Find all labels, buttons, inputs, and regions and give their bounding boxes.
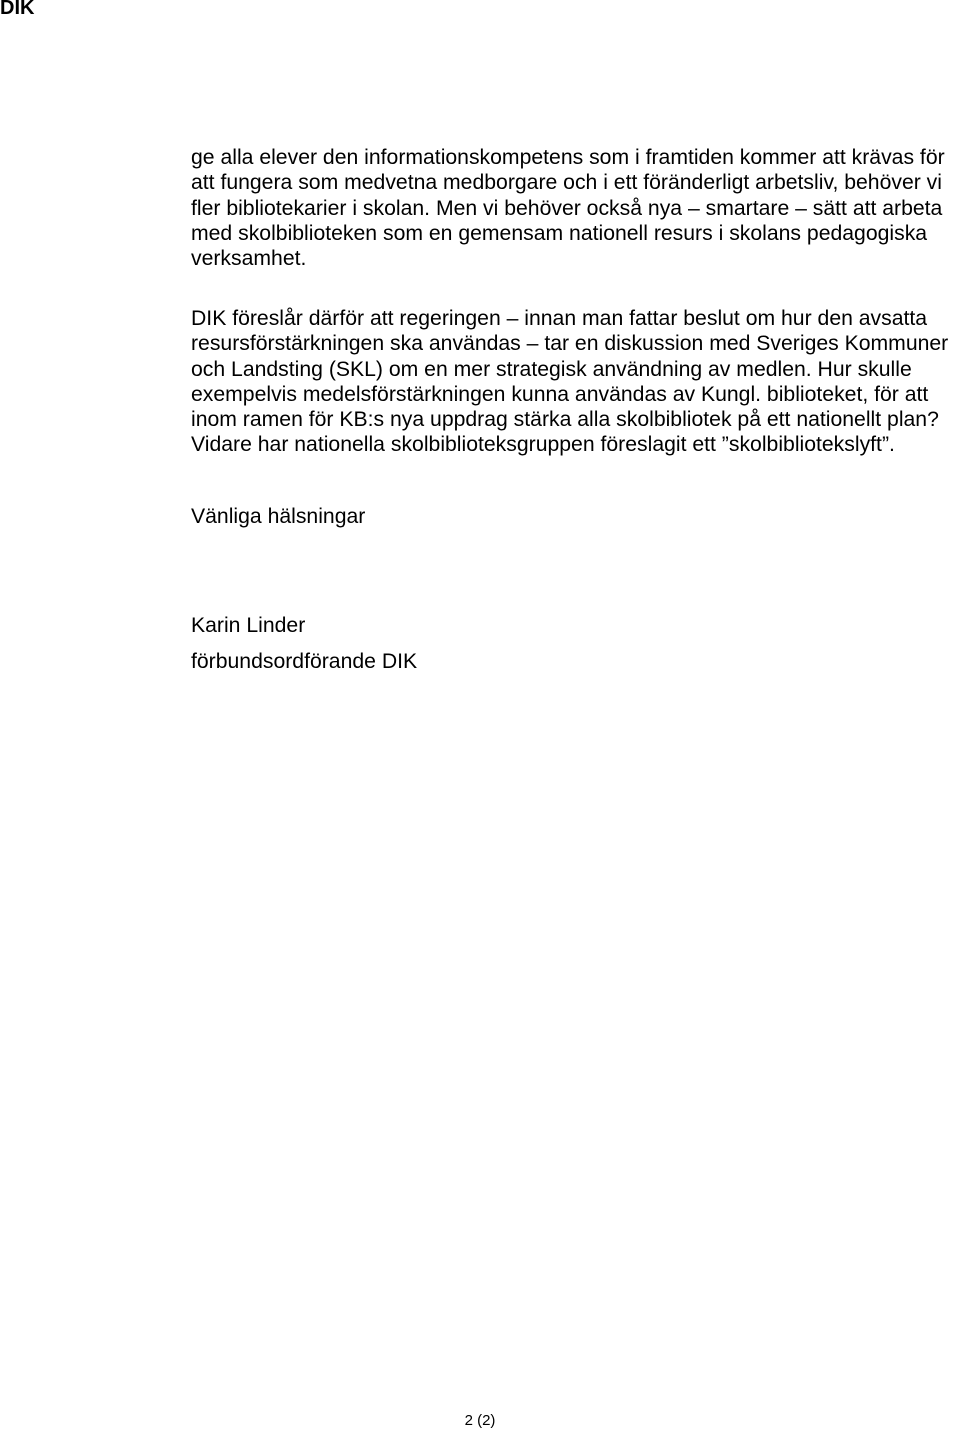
paragraph-line: ge alla elever den informationskompetens som i framtiden kommer att krävas för	[191, 146, 945, 169]
closing-greeting	[191, 504, 365, 529]
paragraph-line: exempelvis medelsförstärkningen kunna användas av Kungl. biblioteket, för att	[191, 382, 929, 406]
paragraph-line: Vidare har nationella skolbiblioteksgruppen föreslagit ett ”skolbibliotekslyft”.	[191, 433, 895, 457]
body-paragraph-1	[191, 145, 945, 271]
page-number: 2 (2)	[464, 1412, 496, 1429]
signatory-title	[191, 649, 417, 674]
signatory-name-text: Karin Linder	[191, 614, 306, 637]
paragraph-line: att fungera som medvetna medborgare och i ett föränderligt arbetsliv, behöver vi	[191, 171, 942, 195]
paragraph-line: med skolbiblioteken som en gemensam nationell resurs i skolans pedagogiska	[191, 221, 928, 245]
paragraph-line: DIK föreslår därför att regeringen – innan man fattar beslut om hur den avsatta	[191, 307, 928, 330]
signatory-title-text: förbundsordförande DIK	[191, 650, 418, 673]
paragraph-line: fler bibliotekarier i skolan. Men vi behöver också nya – smartare – sätt att arbeta	[191, 196, 943, 220]
signatory-name	[191, 613, 305, 638]
closing-text: Vänliga hälsningar	[191, 505, 366, 528]
paragraph-line: inom ramen för KB:s nya uppdrag stärka alla skolbibliotek på ett nationellt plan?	[191, 408, 939, 432]
letterhead-title: DIK	[0, 0, 35, 19]
paragraph-line: och Landsting (SKL) om en mer strategisk användning av medlen. Hur skulle	[191, 357, 912, 381]
paragraph-line: resursförstärkningen ska användas – tar en diskussion med Sveriges Kommuner	[191, 332, 949, 356]
paragraph-line: verksamhet.	[191, 247, 307, 271]
body-paragraph-2	[191, 306, 948, 458]
